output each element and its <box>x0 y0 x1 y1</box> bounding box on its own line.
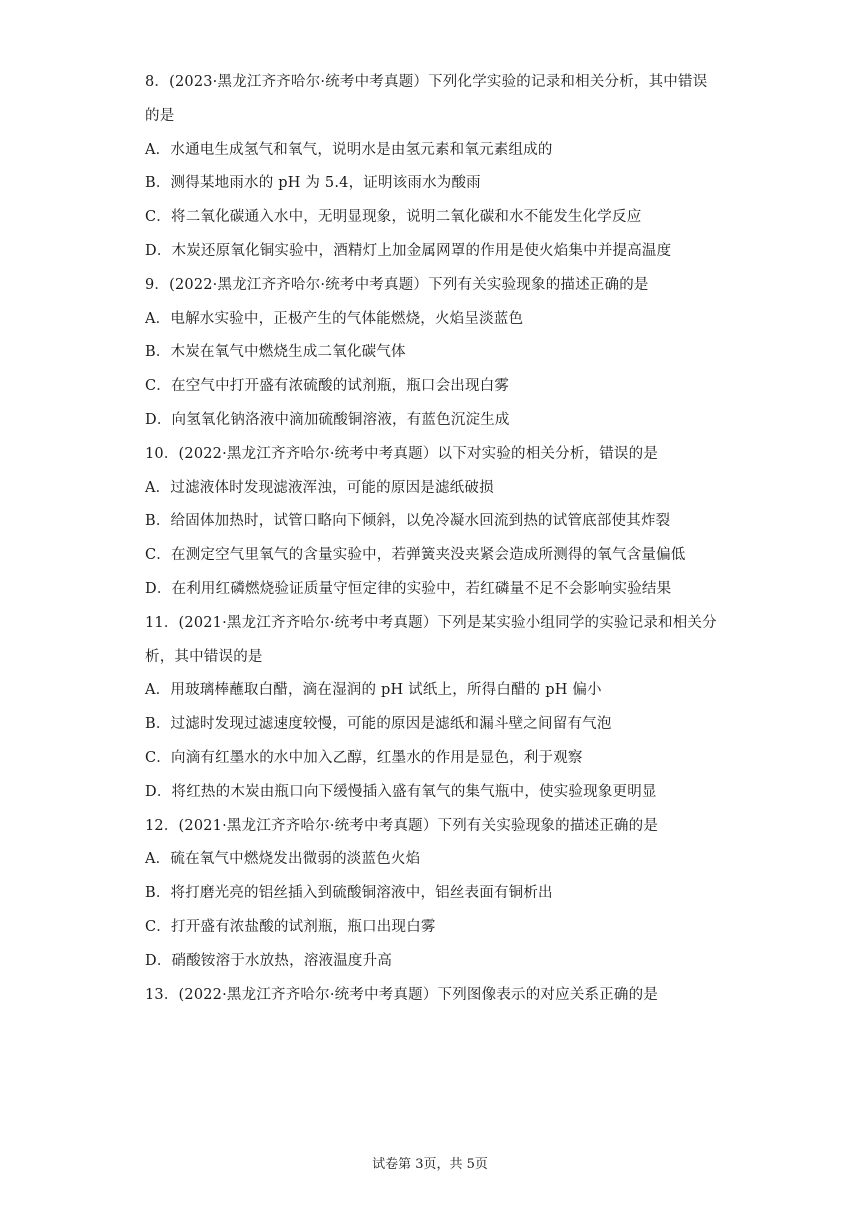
option-b: B．给固体加热时，试管口略向下倾斜，以免冷凝水回流到热的试管底部使其炸裂 <box>145 513 671 530</box>
option-c: C．在测定空气里氧气的含量实验中，若弹簧夹没夹紧会造成所测得的氧气含量偏低 <box>145 547 686 564</box>
question-list <box>145 66 725 1012</box>
question-11 <box>145 607 725 810</box>
option-b: B．将打磨光亮的铝丝插入到硫酸铜溶液中，铝丝表面有铜析出 <box>145 885 553 902</box>
question-10 <box>145 438 725 607</box>
option-a: A．过滤液体时发现滤液浑浊，可能的原因是滤纸破损 <box>145 479 494 496</box>
question-stem-line: 13．(2022·黑龙江齐齐哈尔·统考中考真题）下列图像表示的对应关系正确的是 <box>145 986 659 1003</box>
option-a: A．水通电生成氢气和氧气，说明水是由氢元素和氧元素组成的 <box>145 141 553 158</box>
option-b: B．过滤时发现过滤速度较慢，可能的原因是滤纸和漏斗壁之间留有气泡 <box>145 716 612 733</box>
option-d: D．在利用红磷燃烧验证质量守恒定律的实验中，若红磷量不足不会影响实验结果 <box>145 580 672 597</box>
question-9 <box>145 269 725 438</box>
question-stem-line: 9．(2022·黑龙江齐齐哈尔·统考中考真题）下列有关实验现象的描述正确的是 <box>145 276 649 293</box>
option-b: B．测得某地雨水的 pH 为 5.4，证明该雨水为酸雨 <box>145 175 481 192</box>
option-c: C．在空气中打开盛有浓硫酸的试剂瓶，瓶口会出现白雾 <box>145 378 510 395</box>
question-stem-line: 10．(2022·黑龙江齐齐哈尔·统考中考真题）以下对实验的相关分析，错误的是 <box>145 445 659 462</box>
option-d: D．向氢氧化钠洛液中滴加硫酸铜溶液，有蓝色沉淀生成 <box>145 411 510 428</box>
option-a: A．用玻璃棒蘸取白醋，滴在湿润的 pH 试纸上，所得白醋的 pH 偏小 <box>145 682 602 699</box>
question-stem-line: 析，其中错误的是 <box>145 648 263 665</box>
option-b: B．木炭在氧气中燃烧生成二氧化碳气体 <box>145 344 406 361</box>
option-c: C．打开盛有浓盐酸的试剂瓶，瓶口出现白雾 <box>145 918 436 935</box>
option-a: A．硫在氧气中燃烧发出微弱的淡蓝色火焰 <box>145 851 421 868</box>
option-d: D．木炭还原氧化铜实验中，酒精灯上加金属网罩的作用是使火焰集中并提高温度 <box>145 242 672 259</box>
question-stem-line: 8．(2023·黑龙江齐齐哈尔·统考中考真题）下列化学实验的记录和相关分析，其中错误 <box>145 74 708 90</box>
option-c: C．向滴有红墨水的水中加入乙醇，红墨水的作用是显色，利于观察 <box>145 749 583 766</box>
option-d: D．将红热的木炭由瓶口向下缓慢插入盛有氧气的集气瓶中，使实验现象更明显 <box>145 783 657 800</box>
page-footer: 试卷第 3页，共 5页 <box>372 1157 488 1172</box>
option-c: C．将二氧化碳通入水中，无明显现象，说明二氧化碳和水不能发生化学反应 <box>145 209 642 226</box>
question-stem-line: 12．(2021·黑龙江齐齐哈尔·统考中考真题）下列有关实验现象的描述正确的是 <box>145 817 659 834</box>
question-stem-line: 11．(2021·黑龙江齐齐哈尔·统考中考真题）下列是某实验小组同学的实验记录和相关分 <box>145 614 717 631</box>
question-12 <box>145 810 725 979</box>
question-13 <box>145 979 725 1013</box>
question-8 <box>145 66 725 269</box>
option-d: D．硝酸铵溶于水放热，溶液温度升高 <box>145 952 393 969</box>
option-a: A．电解水实验中，正极产生的气体能燃烧，火焰呈淡蓝色 <box>145 310 524 327</box>
question-stem-line: 的是 <box>145 107 175 124</box>
